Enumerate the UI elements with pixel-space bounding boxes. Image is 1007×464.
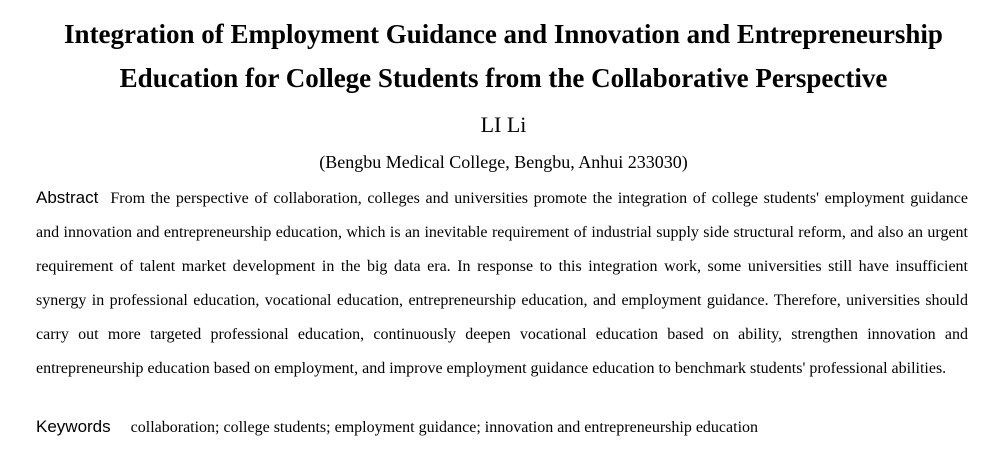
paper-title-line-2: Education for College Students from the Collaborative Perspective <box>119 63 888 93</box>
abstract-label: Abstract <box>36 188 99 207</box>
author-name: LI Li <box>480 112 527 137</box>
keywords-section <box>36 410 968 445</box>
author-affiliation: (Bengbu Medical College, Bengbu, Anhui 233030) <box>319 152 688 172</box>
abstract-section <box>36 181 968 386</box>
keywords-text: collaboration; college students; employment guidance; innovation and entrepreneurship education <box>130 419 759 436</box>
abstract-text: From the perspective of collaboration, colleges and universities promote the integration of college students' employment guidance and innovation and entrepreneurship education, which is an inevitable requirement of industrial supply side structural reform, and also an urgent requirement of talent market development in the big data era. In response to this integration work, some universities still have insufficient synergy in professional education, vocational education, entrepreneurship education, and employment guidance. Therefore, universities should carry out more targeted professional education, continuously deepen vocational education based on ability, strengthen innovation and entrepreneurship education based on employment, and improve employment guidance education to benchmark students' professional abilities. <box>36 190 968 377</box>
keywords-label: Keywords <box>36 417 111 436</box>
paper-title-line-1: Integration of Employment Guidance and Innovation and Entrepreneurship <box>64 19 943 49</box>
